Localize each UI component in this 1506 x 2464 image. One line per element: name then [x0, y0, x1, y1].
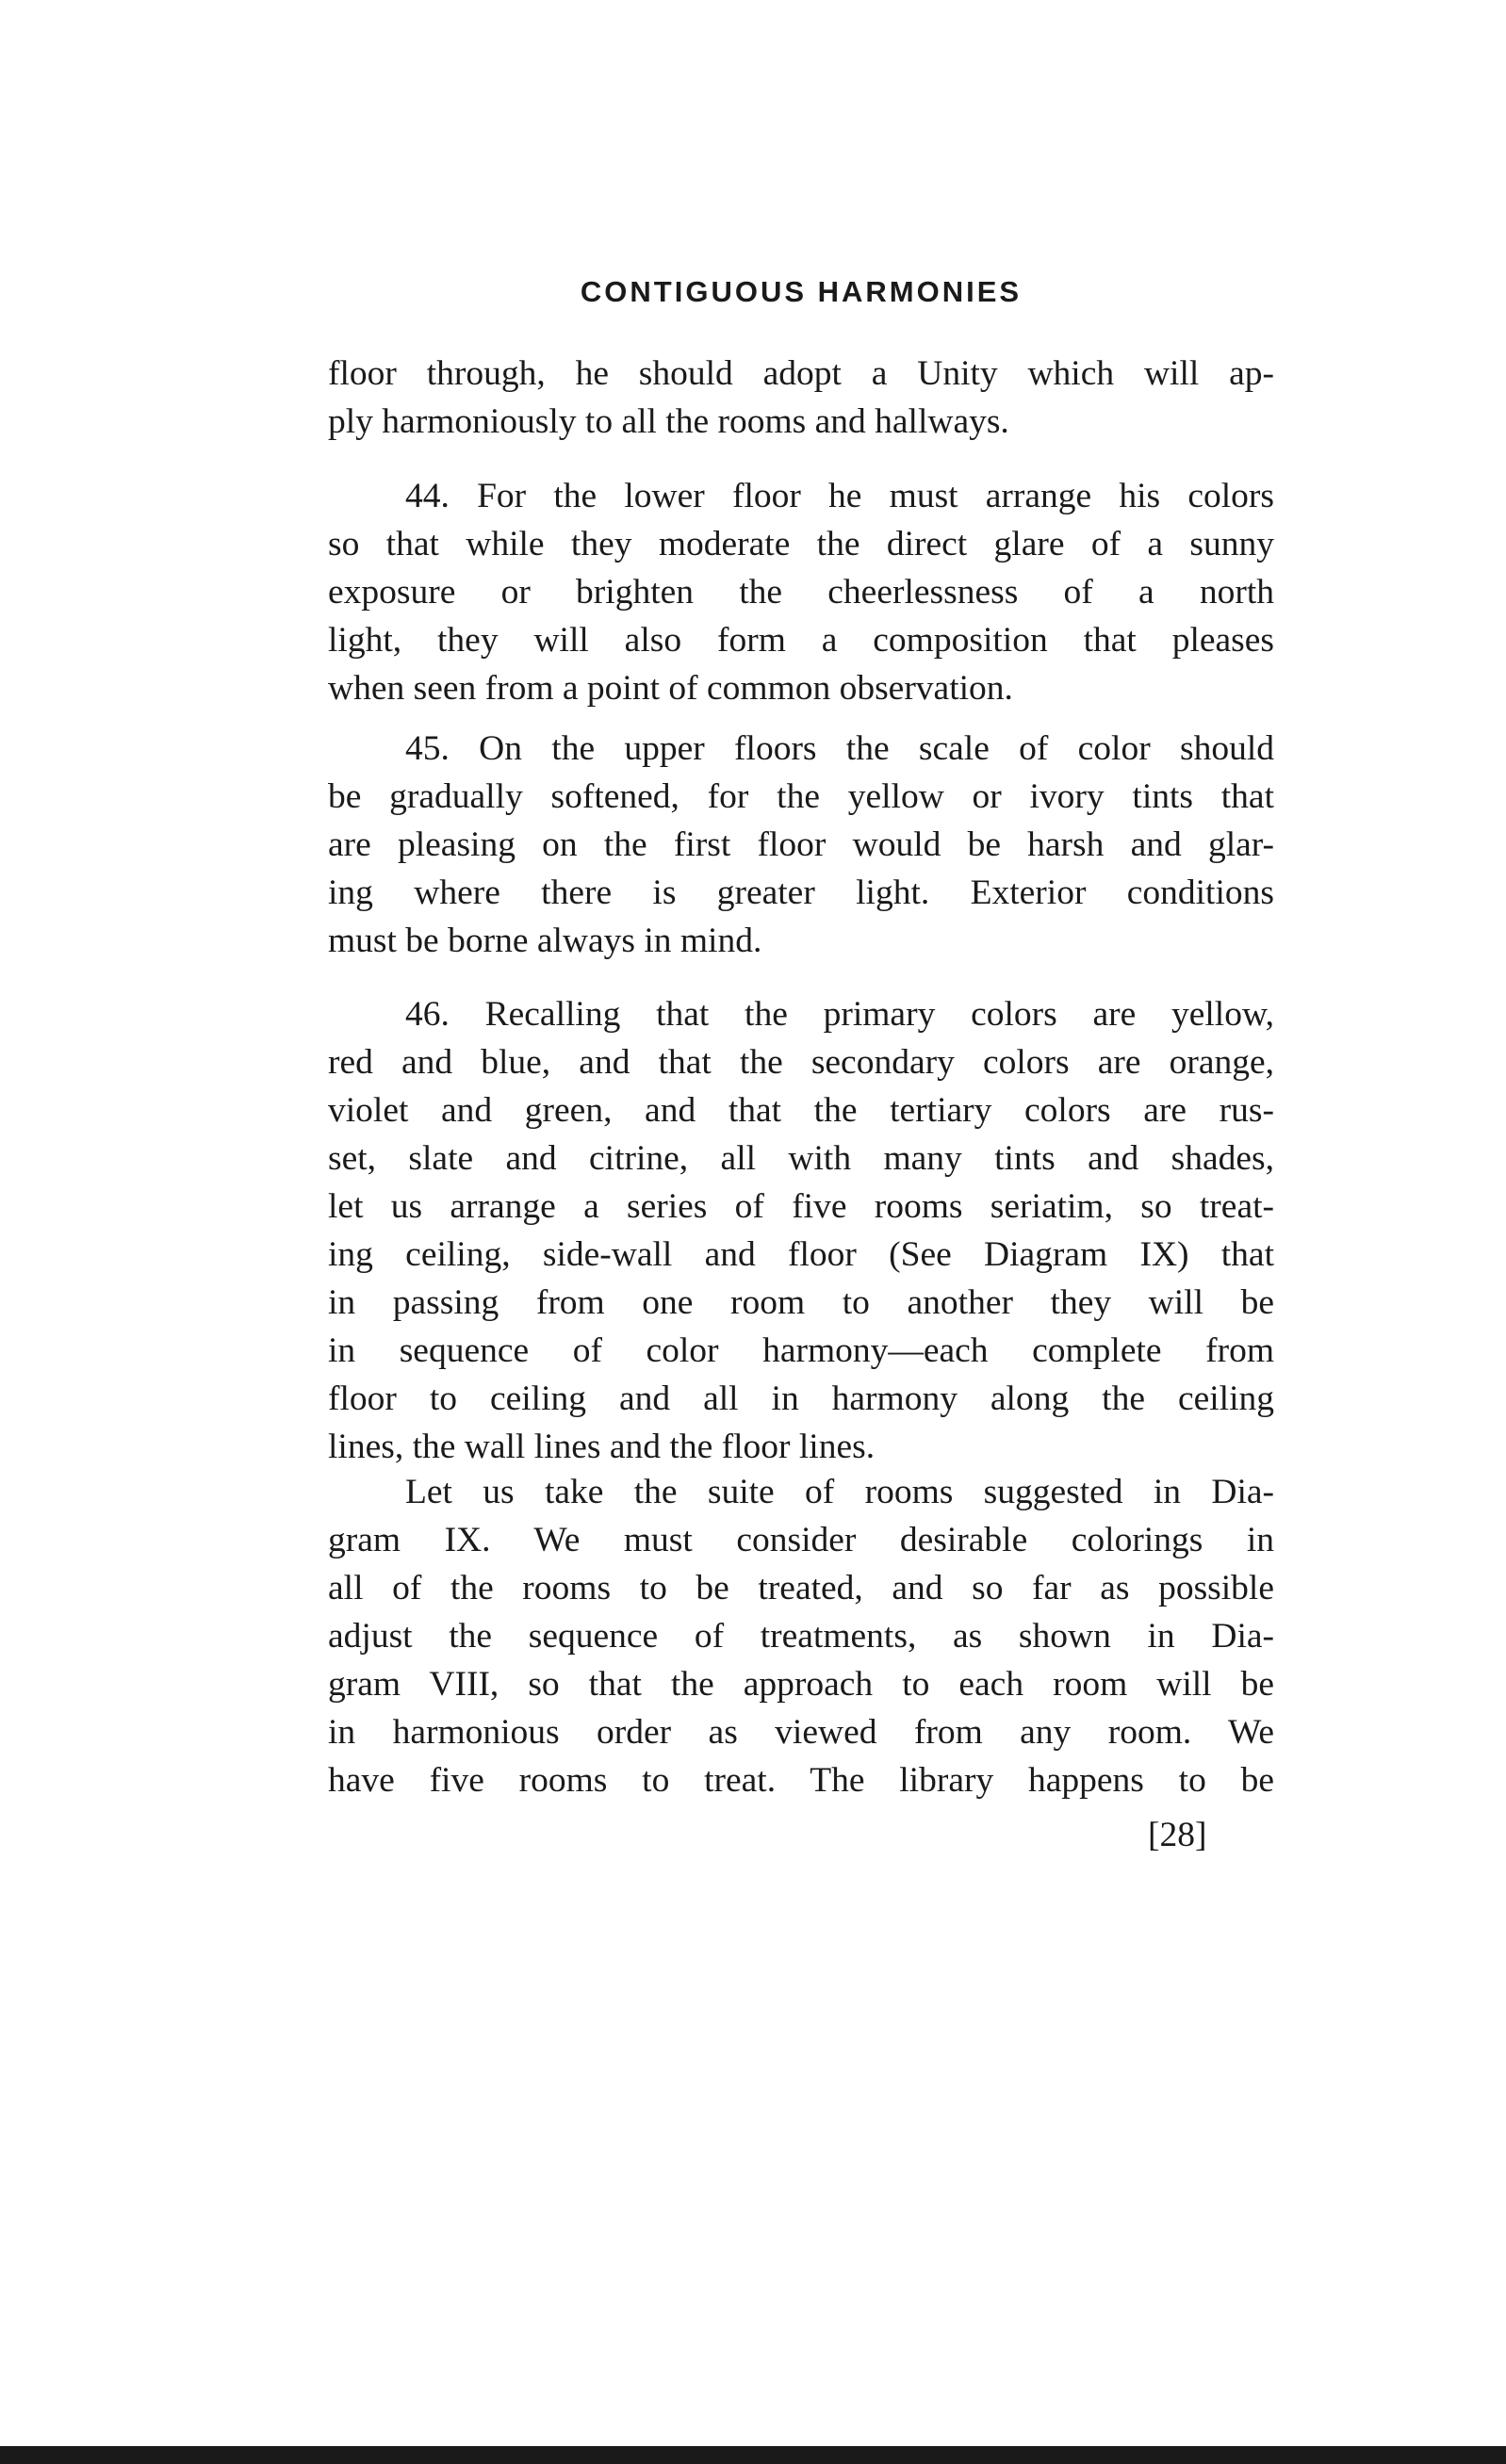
page-number: [28]	[1148, 1816, 1207, 1854]
text-line: in harmonious order as viewed from any room. We	[328, 1713, 1274, 1752]
text-line: floor through, he should adopt a Unity which will ap-	[328, 354, 1274, 393]
paragraph-suite-of-rooms	[328, 1468, 1274, 1804]
text-line: be gradually softened, for the yellow or ivory tints that	[328, 777, 1274, 816]
text-line: let us arrange a series of five rooms seriatim, so treat-	[328, 1187, 1274, 1226]
text-line: 44. For the lower floor he must arrange his colors	[405, 477, 1274, 515]
text-line: 46. Recalling that the primary colors are yellow,	[405, 995, 1274, 1034]
text-line: when seen from a point of common observation.	[328, 669, 1013, 708]
text-line: floor to ceiling and all in harmony along the ceiling	[328, 1379, 1274, 1418]
paragraph-46	[328, 990, 1274, 1471]
text-line: ing where there is greater light. Exterior conditions	[328, 873, 1274, 912]
text-line: red and blue, and that the secondary colors are orange,	[328, 1043, 1274, 1082]
text-line: so that while they moderate the direct glare of a sunny	[328, 525, 1274, 563]
text-line: set, slate and citrine, all with many tints and shades,	[328, 1139, 1274, 1178]
text-line: must be borne always in mind.	[328, 922, 762, 960]
text-line: are pleasing on the first floor would be harsh and glar-	[328, 825, 1274, 864]
paragraph-45	[328, 725, 1274, 965]
scan-edge-divider	[0, 2446, 1506, 2464]
page-header: CONTIGUOUS HARMONIES	[580, 275, 1023, 308]
text-line: 45. On the upper floors the scale of color should	[405, 729, 1274, 768]
paragraph-continuation	[328, 350, 1274, 446]
text-line: all of the rooms to be treated, and so far as possible	[328, 1569, 1274, 1607]
text-line: ply harmoniously to all the rooms and hallways.	[328, 402, 1009, 441]
text-line: gram IX. We must consider desirable colorings in	[328, 1521, 1274, 1559]
text-line: ing ceiling, side-wall and floor (See Diagram IX) that	[328, 1235, 1274, 1274]
text-line: adjust the sequence of treatments, as shown in Dia-	[328, 1617, 1274, 1656]
text-line: gram VIII, so that the approach to each room will be	[328, 1665, 1274, 1704]
text-line: in sequence of color harmony—each complete from	[328, 1331, 1274, 1370]
text-line: violet and green, and that the tertiary colors are rus-	[328, 1091, 1274, 1130]
text-line: in passing from one room to another they will be	[328, 1283, 1274, 1322]
paragraph-44	[328, 472, 1274, 712]
text-line: have five rooms to treat. The library happens to be	[328, 1761, 1274, 1800]
text-line: lines, the wall lines and the floor lines.	[328, 1428, 876, 1466]
text-line: exposure or brighten the cheerlessness of a north	[328, 573, 1274, 612]
text-line: light, they will also form a composition that pleases	[328, 621, 1274, 660]
text-line: Let us take the suite of rooms suggested in Dia-	[405, 1473, 1274, 1511]
